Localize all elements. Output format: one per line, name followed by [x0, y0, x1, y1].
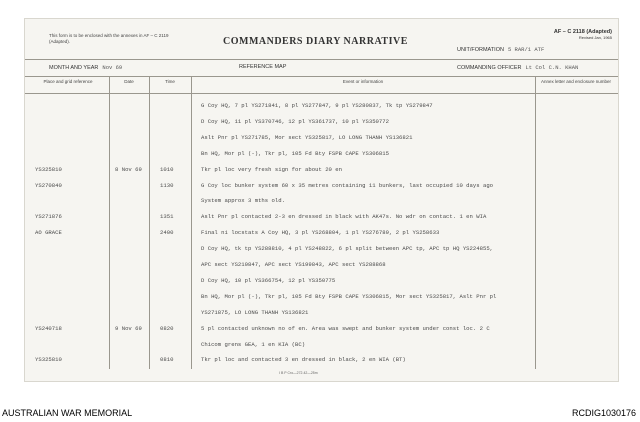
cell-place: AO GRACE: [35, 229, 62, 237]
cell-event: G Coy loc bunker system 60 x 35 metres containing 11 bunkers, last occupied 10 days ago: [201, 181, 494, 189]
table-row: [25, 275, 618, 287]
col-header-date: Date: [124, 79, 134, 84]
archive-id: RCDIG1030176: [571, 408, 636, 418]
table-row: [25, 132, 618, 144]
cell-event: D Coy HQ, tk tp YS288810, 4 pl YS248822, 6 pl split between APC tp, APC tp HQ YS224855,: [201, 245, 494, 253]
table-row: [25, 100, 618, 112]
commanding-officer: [457, 64, 578, 71]
unit-formation: [457, 46, 544, 53]
col-header-annex: Annex letter and enclosure number: [540, 79, 612, 84]
cell-time: 1351: [160, 213, 174, 221]
cell-time: 0810: [160, 356, 174, 364]
cell-place: YS325810: [35, 356, 62, 364]
table-row: [25, 307, 618, 319]
table-row: [25, 227, 618, 239]
table-row: [25, 323, 618, 335]
cell-event: G Coy HQ, 7 pl YS271841, 8 pl YS277847, 9 pl YS280837, Tk tp YS279847: [201, 102, 433, 109]
table-row: [25, 164, 618, 176]
cell-event: 5 pl contacted unknown no of en. Area was swept and bunker system under const loc. 2 C: [201, 324, 490, 332]
cell-time: 1130: [160, 181, 174, 189]
page-title: COMMANDERS DIARY NARRATIVE: [223, 36, 408, 47]
cell-event: Chicom grens GEA, 1 en KIA (BC): [201, 340, 306, 348]
cell-event: D Coy HQ, 10 pl YS366754, 12 pl YS350775: [201, 276, 336, 284]
cell-event: D Coy HQ, 11 pl YS370746, 12 pl YS361737, 10 pl YS350772: [201, 117, 389, 125]
form-note: This form is to be enclosed with the annexes in AF – C 2119 (Adapted).: [49, 33, 169, 44]
col-header-time: Time: [165, 79, 175, 84]
cell-event: System approx 3 mths old.: [201, 197, 285, 205]
header-rule: [25, 59, 618, 60]
cell-event: Bn HQ, Mor pl (-), Tkr pl, 105 Fd Bty FSPB CAPE YS306815, Mor sect YS325817, Aslt Pnr pl: [201, 292, 497, 300]
cell-event: APC sect YS210847, APC sect YS199843, APC sect YS288868: [201, 261, 386, 268]
print-footer: I B P Cro—272.42—25m: [279, 371, 318, 375]
month-value: Nov 69: [102, 64, 123, 71]
cell-event: YS271875, LO LONG THANH YS136821: [201, 308, 309, 316]
table-row: [25, 116, 618, 128]
month-label: MONTH AND YEAR: [49, 65, 99, 71]
cell-place: YS240718: [35, 324, 62, 332]
table-row: [25, 148, 618, 160]
cell-event: Final ni locstats A Coy HQ, 3 pl YS268804, 1 pl YS276789, 2 pl YS258633: [201, 229, 440, 237]
archive-caption: AUSTRALIAN WAR MEMORIAL: [2, 408, 133, 418]
cell-event: Tkr pl loc very fresh sign for about 20 en: [201, 165, 342, 173]
table-row: [25, 354, 618, 366]
ref-map-label: REFERENCE MAP: [239, 64, 287, 70]
table-row: [25, 211, 618, 223]
form-number-label: AF – C 2118 (Adapted): [553, 29, 612, 35]
reference-map: [239, 64, 286, 70]
table-row: [25, 339, 618, 351]
officer-label: COMMANDING OFFICER: [457, 65, 522, 71]
cell-place: YS271876: [35, 213, 62, 221]
form-revision: Revised Jan, 1965: [578, 35, 612, 40]
table-row: [25, 259, 618, 271]
cell-event: Aslt Pnr pl YS271785, Mor sect YS325817, LO LONG THANH YS136821: [201, 133, 413, 141]
cell-event: Aslt Pnr pl contacted 2-3 en dressed in black with AK47s. No wdr on contact. 1 en WIA: [201, 213, 487, 221]
officer-value: Lt Col C.N. KHAN: [525, 64, 579, 71]
table-row: [25, 291, 618, 303]
cell-time: 0820: [160, 324, 174, 332]
col-header-event: Event or information: [342, 79, 384, 84]
table-row: [25, 180, 618, 192]
table-row: [25, 243, 618, 255]
cell-event: Bn HQ, Mor pl (-), Tkr pl, 105 Fd Bty FSPB CAPE YS306815: [201, 149, 389, 157]
cell-date: 9 Nov 69: [115, 324, 142, 332]
col-header-place: Place and grid reference: [43, 79, 93, 84]
cell-place: YS270840: [35, 181, 62, 189]
diary-sheet: [24, 18, 619, 382]
unit-label: UNIT/FORMATION: [457, 47, 504, 53]
table-row: [25, 195, 618, 207]
cell-date: 8 Nov 69: [115, 165, 142, 173]
month-year: [49, 64, 122, 71]
table-header-rule: [25, 93, 618, 94]
table-top-rule: [25, 76, 618, 77]
cell-place: YS325810: [35, 165, 62, 173]
cell-time: 2400: [160, 229, 174, 237]
cell-event: Tkr pl loc and contacted 3 en dressed in black, 2 en WIA (BT): [201, 356, 406, 364]
cell-time: 1010: [160, 165, 174, 173]
unit-value: 5 RAR/1 ATF: [507, 46, 545, 53]
form-number: [554, 29, 612, 40]
